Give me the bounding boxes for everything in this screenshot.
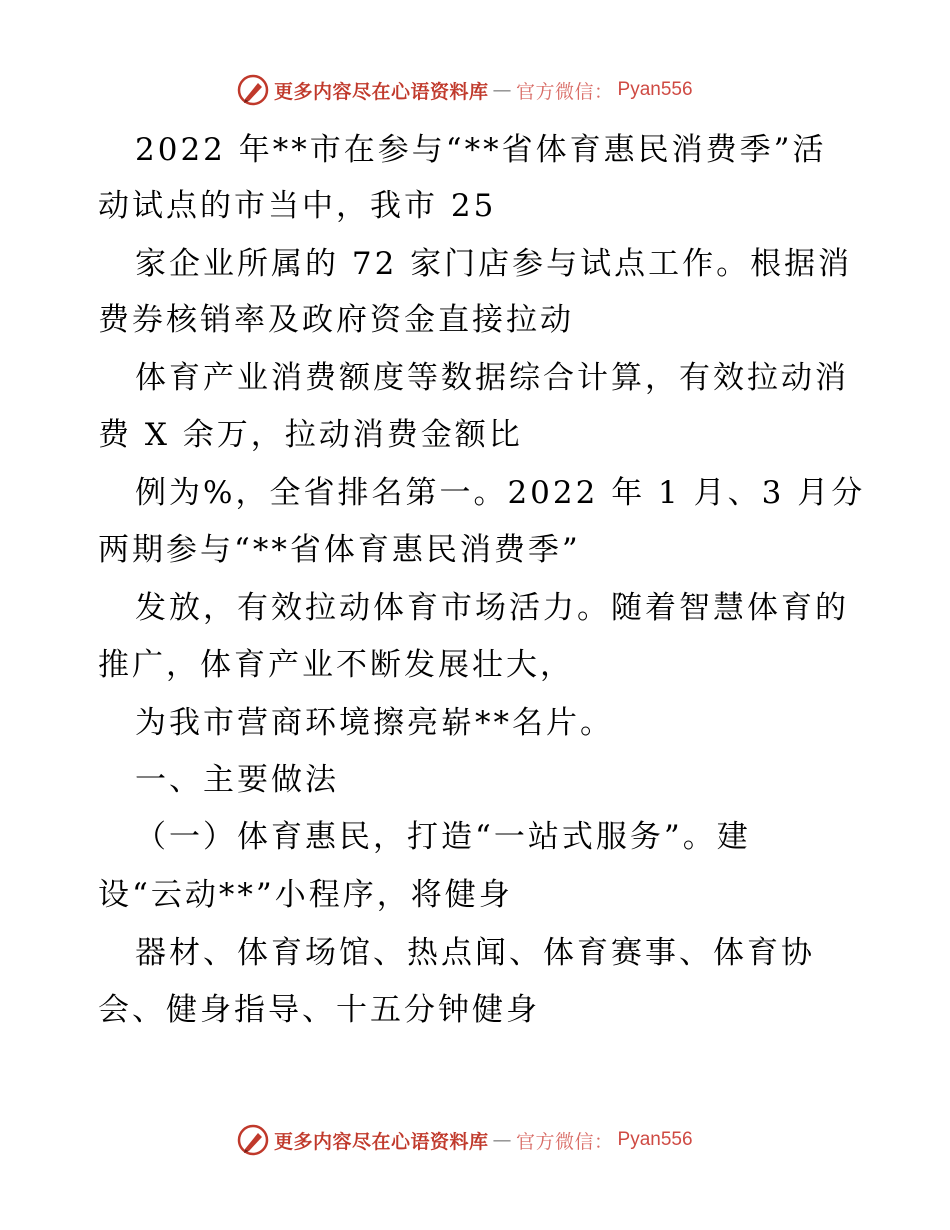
body-line: 发放，有效拉动体育市场活力。随着智慧体育的 (135, 590, 849, 626)
body-line: 两期参与“**省体育惠民消费季” (98, 532, 581, 568)
header-watermark (236, 72, 693, 108)
body-line: 家企业所属的 72 家门店参与试点工作。根据消 (135, 246, 853, 282)
watermark-dash: — (492, 1129, 513, 1151)
pen-logo-icon (236, 1123, 270, 1157)
watermark-title: 更多内容尽在心语资料库 (274, 1130, 489, 1153)
body-line: （一）体育惠民，打造“一站式服务”。建 (135, 819, 751, 855)
section-heading: 一、主要做法 (135, 762, 339, 798)
body-line: 会、健身指导、十五分钟健身 (98, 992, 540, 1028)
watermark-wechat-label: 官方微信： (516, 1130, 614, 1153)
watermark-title: 更多内容尽在心语资料库 (274, 80, 489, 103)
body-line: 设“云动**”小程序，将健身 (98, 877, 513, 913)
body-line: 动试点的市当中，我市 25 (98, 188, 497, 224)
body-line: 2022 年**市在参与“**省体育惠民消费季”活 (135, 132, 827, 168)
body-line: 为我市营商环境擦亮崭**名片。 (135, 705, 614, 741)
body-line: 体育产业消费额度等数据综合计算，有效拉动消 (135, 360, 849, 396)
watermark-wechat-label: 官方微信： (516, 80, 614, 103)
body-line: 费 X 余万，拉动消费金额比 (98, 417, 523, 453)
pen-logo-icon (236, 73, 270, 107)
body-line: 推广，体育产业不断发展壮大， (98, 647, 574, 683)
body-line: 费券核销率及政府资金直接拉动 (98, 302, 574, 338)
watermark-wechat-id: Pyan556 (617, 1129, 693, 1150)
body-line: 器材、体育场馆、热点闻、体育赛事、体育协 (135, 935, 815, 971)
watermark-wechat-id: Pyan556 (617, 79, 693, 100)
body-line: 例为%，全省排名第一。2022 年 1 月、3 月分 (135, 475, 866, 511)
watermark-dash: — (492, 79, 513, 101)
footer-watermark (236, 1122, 693, 1158)
